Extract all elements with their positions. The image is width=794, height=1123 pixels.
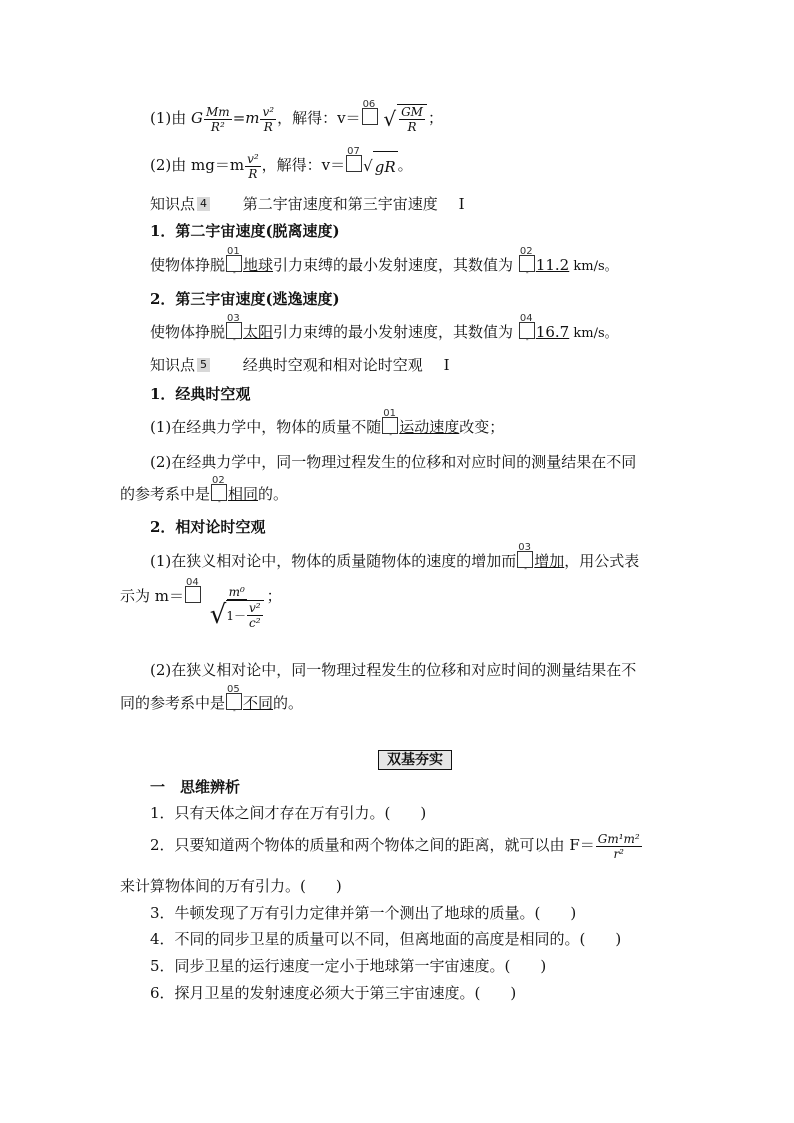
text: ，解得：v＝ [261, 156, 346, 174]
blank-number: 01 [227, 246, 240, 257]
sqrt [383, 104, 428, 134]
knowledge-title: 第二宇宙速度和第三宇宙速度 [242, 195, 438, 213]
radicand [226, 600, 263, 630]
formula-line-1 [150, 99, 443, 134]
question-6: 6．探月卫星的发射速度必须大于第三宇宙速度。( ) [150, 984, 517, 1002]
blank-number: 04 [519, 313, 533, 324]
question-5: 5．同步卫星的运行速度一定小于地球第一宇宙速度。( ) [150, 957, 547, 975]
answer-blank [226, 246, 242, 277]
text: 的。 [258, 485, 289, 503]
answer-blank [346, 146, 362, 172]
subheading: 2．第三宇宙速度(逃逸速度) [150, 290, 340, 308]
radicand: gR [373, 151, 398, 182]
dot-icon: ‐ [233, 706, 236, 715]
paragraph [120, 684, 304, 715]
numerator: m⁰ [228, 585, 245, 599]
blank-number: 02 [519, 246, 533, 257]
text: 的参考系中是 [120, 485, 211, 503]
blank-number: 07 [347, 146, 360, 157]
text: ； [427, 109, 443, 127]
text: 1－ [226, 608, 246, 623]
text: G [191, 109, 204, 127]
answer-text: 太阳 [243, 323, 274, 341]
denominator: R [407, 120, 417, 134]
fraction [596, 832, 642, 861]
text: (1)在经典力学中，物体的质量不随 [150, 418, 382, 436]
paragraph [120, 475, 289, 506]
fraction [247, 601, 263, 630]
numerator: v² [249, 601, 261, 615]
knowledge-number: 5 [197, 358, 210, 372]
denominator: r² [613, 846, 624, 861]
text: 的。 [273, 694, 304, 712]
text: 引力束缚的最小发射速度，其数值为 [273, 256, 514, 274]
text: =m [232, 109, 260, 127]
text: 引力束缚的最小发射速度，其数值为 [273, 323, 514, 341]
numerator: GM [401, 105, 423, 119]
blank-number: 03 [518, 542, 531, 553]
answer-blank [519, 246, 535, 277]
dot-icon: ‐ [525, 268, 529, 277]
radical-icon: √ [209, 600, 227, 630]
knowledge-point-4 [150, 194, 465, 214]
answer-text: 运动速度 [399, 418, 460, 436]
subheading: 2．相对论时空观 [150, 518, 266, 536]
knowledge-level: Ⅰ [458, 195, 465, 213]
paragraph [150, 542, 640, 573]
blank-number: 03 [227, 313, 240, 324]
dot-icon: ‐ [218, 497, 221, 506]
text: 同的参考系中是 [120, 694, 226, 712]
answer-blank [519, 313, 535, 344]
subheading: 1．第二宇宙速度(脱离速度) [150, 222, 340, 240]
text: 使物体挣脱 [150, 256, 226, 274]
blank-number: 02 [212, 475, 225, 486]
question-1: 1．只有天体之间才存在万有引力。( ) [150, 804, 427, 822]
paragraph: (2)在狭义相对论中，同一物理过程发生的位移和对应时间的测量结果在不 [150, 661, 637, 679]
formula-line-2 [150, 146, 413, 182]
text: 2．只要知道两个物体的质量和两个物体之间的距离，就可以由 F＝ [150, 836, 595, 854]
answer-text: 11.2 [535, 256, 570, 274]
denominator: R² [210, 119, 225, 134]
answer-blank [226, 684, 242, 715]
knowledge-point-5 [150, 355, 450, 375]
answer-text: 增加 [534, 552, 565, 570]
knowledge-label: 知识点 [150, 356, 196, 374]
unit: km/s。 [569, 326, 618, 341]
denominator: R [263, 119, 273, 134]
text: 示为 m＝ [120, 587, 184, 605]
question-2-cont: 来计算物体间的万有引力。( ) [120, 877, 342, 895]
answer-blank [362, 99, 378, 125]
fraction [204, 105, 232, 134]
knowledge-number: 4 [197, 197, 210, 211]
dot-icon: ‐ [524, 564, 527, 573]
answer-blank [226, 313, 242, 344]
text: (2)由 mg＝m [150, 156, 245, 174]
numerator: v² [262, 104, 275, 119]
paragraph [150, 246, 618, 277]
answer-blank [382, 408, 398, 439]
text: 改变； [459, 418, 505, 436]
dot-icon: ‐ [233, 268, 236, 277]
dot-icon: ‐ [389, 430, 392, 439]
answer-text: 相同 [228, 485, 259, 503]
text: (1)在狭义相对论中，物体的质量随物体的速度的增加而 [150, 552, 517, 570]
answer-text: 地球 [243, 256, 274, 274]
section-title-box: 双基夯实 [378, 750, 452, 770]
fraction [397, 104, 427, 134]
answer-blank [211, 475, 227, 506]
paragraph [150, 408, 505, 439]
unit: km/s。 [569, 259, 618, 274]
radical-icon: √ [383, 107, 397, 131]
formula-line-relativistic [120, 577, 282, 630]
sqrt [363, 151, 397, 182]
answer-blank [185, 577, 201, 603]
text: 。 [397, 156, 413, 174]
subheading: 一 思维辨析 [150, 778, 241, 796]
fraction [260, 105, 276, 134]
text: ，用公式表 [564, 552, 640, 570]
knowledge-title: 经典时空观和相对论时空观 [242, 356, 423, 374]
knowledge-label: 知识点 [150, 195, 196, 213]
question-4: 4．不同的同步卫星的质量可以不同，但离地面的高度是相同的。( ) [150, 930, 622, 948]
blank-number: 06 [362, 99, 376, 110]
text: (1)由 [150, 109, 192, 127]
denominator: R [248, 166, 258, 181]
paragraph [150, 313, 618, 344]
denominator: c² [249, 616, 261, 630]
question-2 [150, 830, 643, 861]
subheading: 1．经典时空观 [150, 385, 251, 403]
answer-text: 不同 [243, 694, 274, 712]
answer-text: 16.7 [535, 323, 570, 341]
text: ； [266, 587, 282, 605]
numerator: Mm [206, 104, 230, 119]
numerator: Gm¹m² [597, 831, 640, 846]
radical-icon: √ [363, 157, 373, 175]
question-3: 3．牛顿发现了万有引力定律并第一个测出了地球的质量。( ) [150, 904, 577, 922]
blank-number: 01 [383, 408, 396, 419]
blank-number: 05 [227, 684, 240, 695]
fraction [208, 585, 266, 630]
fraction [245, 152, 261, 181]
answer-blank [517, 542, 533, 573]
dot-icon: ‐ [233, 335, 236, 344]
blank-number: 04 [186, 577, 199, 588]
knowledge-level: Ⅰ [443, 356, 450, 374]
dot-icon: ‐ [525, 335, 529, 344]
paragraph: (2)在经典力学中，同一物理过程发生的位移和对应时间的测量结果在不同 [150, 453, 637, 471]
numerator: v² [247, 151, 259, 166]
denominator [208, 600, 266, 630]
text: ，解得：v＝ [277, 109, 361, 127]
text: 使物体挣脱 [150, 323, 226, 341]
